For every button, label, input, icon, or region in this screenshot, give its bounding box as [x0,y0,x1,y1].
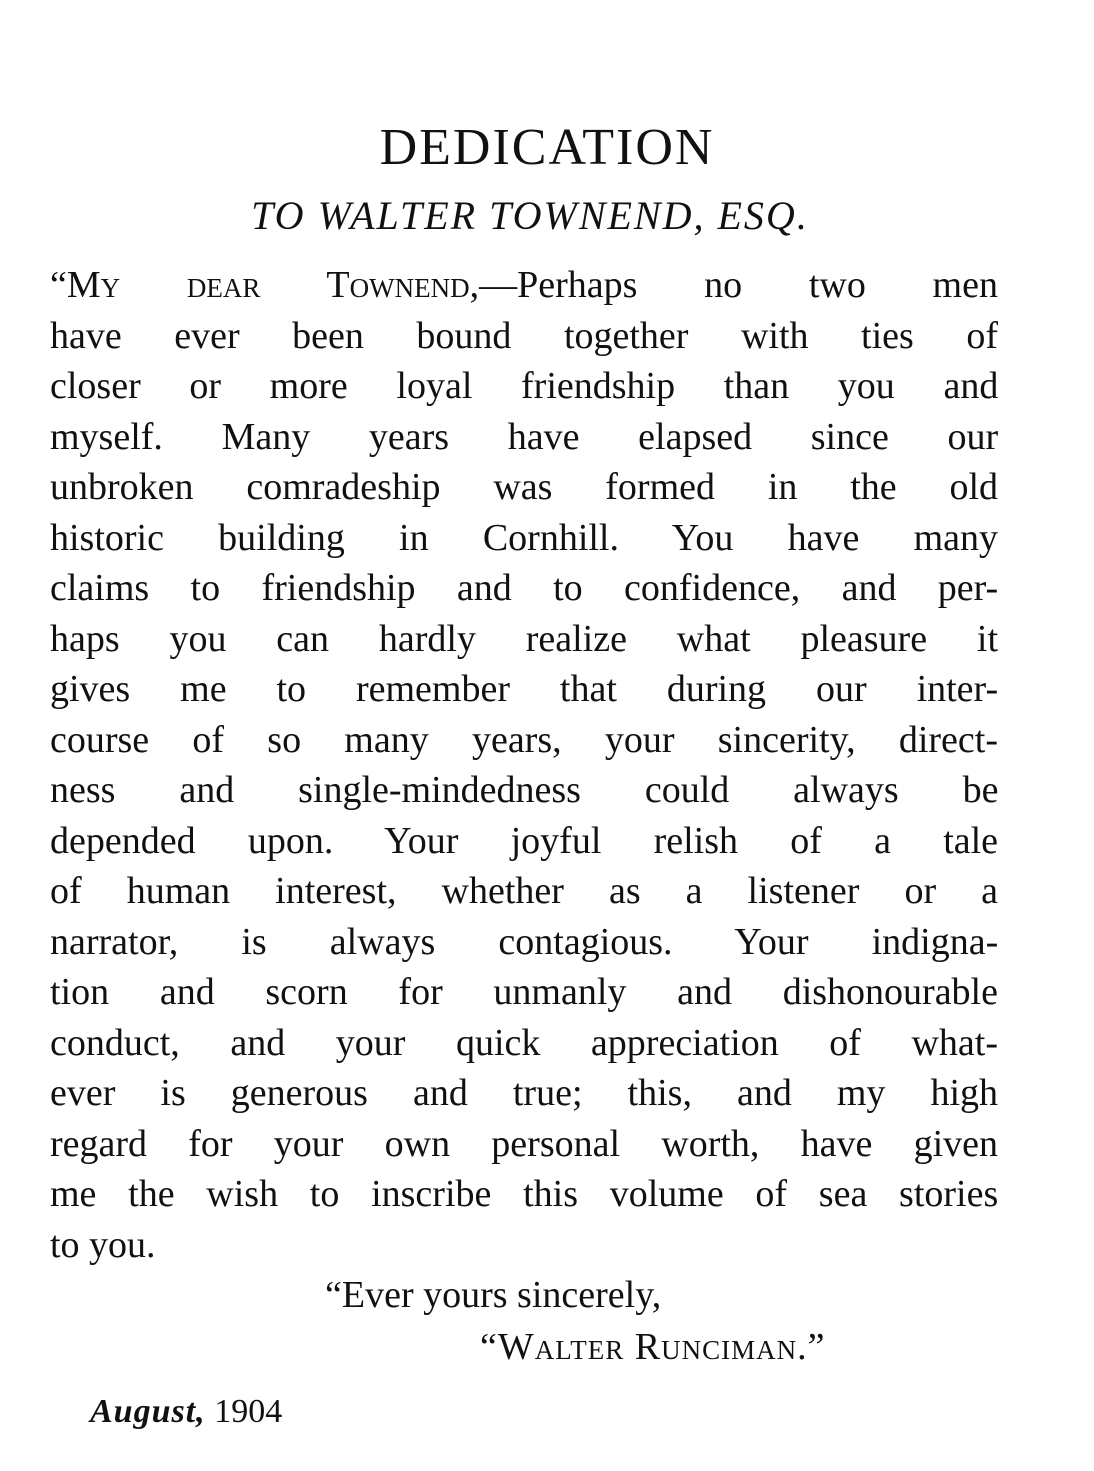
letter-line [50,260,998,311]
letter-line: historic building in Cornhill. You have many [50,516,998,559]
letter-line: tion and scorn for unmanly and dishonourable [50,971,998,1013]
letter-closing: “Ever yours sincerely, [325,1274,662,1316]
letter-line-text: —Perhaps no two men [479,264,998,306]
letter-line: gives me to remember that during our inter- [50,668,999,710]
letter-signature: “Walter Runciman.” [480,1326,826,1368]
letter-line: of human interest, whether as a listener or a [50,870,998,912]
letter-line: haps you can hardly realize what pleasure it [50,617,998,660]
letter-line: me the wish to inscribe this volume of sea stories [50,1173,999,1215]
letter-line: course of so many years, your sincerity, direct- [50,718,998,761]
letter-line: regard for your own personal worth, have given [50,1122,998,1165]
letter-line: claims to friendship and to confidence, and per- [50,567,999,609]
letter-line: ness and single-mindedness could always be [50,769,999,811]
letter-line: unbroken comradeship was formed in the old [50,466,999,508]
page-title: DEDICATION [379,119,715,176]
letter-line: have ever been bound together with ties of [50,314,998,357]
dateline [90,1390,282,1434]
date-year: 1904 [214,1393,283,1430]
letter-line: narrator, is always contagious. Your indigna- [50,920,999,963]
letter-line: ever is generous and true; this, and my high [50,1072,998,1114]
letter-body [50,260,998,1270]
letter-line: to you. [50,1223,156,1266]
dedication-recipient: TO WALTER TOWNEND, ESQ. [251,193,809,238]
salutation: “My dear Townend, [50,264,480,306]
letter-line: depended upon. Your joyful relish of a tale [50,819,999,862]
letter-line: closer or more loyal friendship than you and [50,365,999,407]
date-month: August, [90,1393,206,1430]
letter-line: conduct, and your quick appreciation of what- [50,1021,998,1064]
letter-line: myself. Many years have elapsed since our [50,415,999,458]
